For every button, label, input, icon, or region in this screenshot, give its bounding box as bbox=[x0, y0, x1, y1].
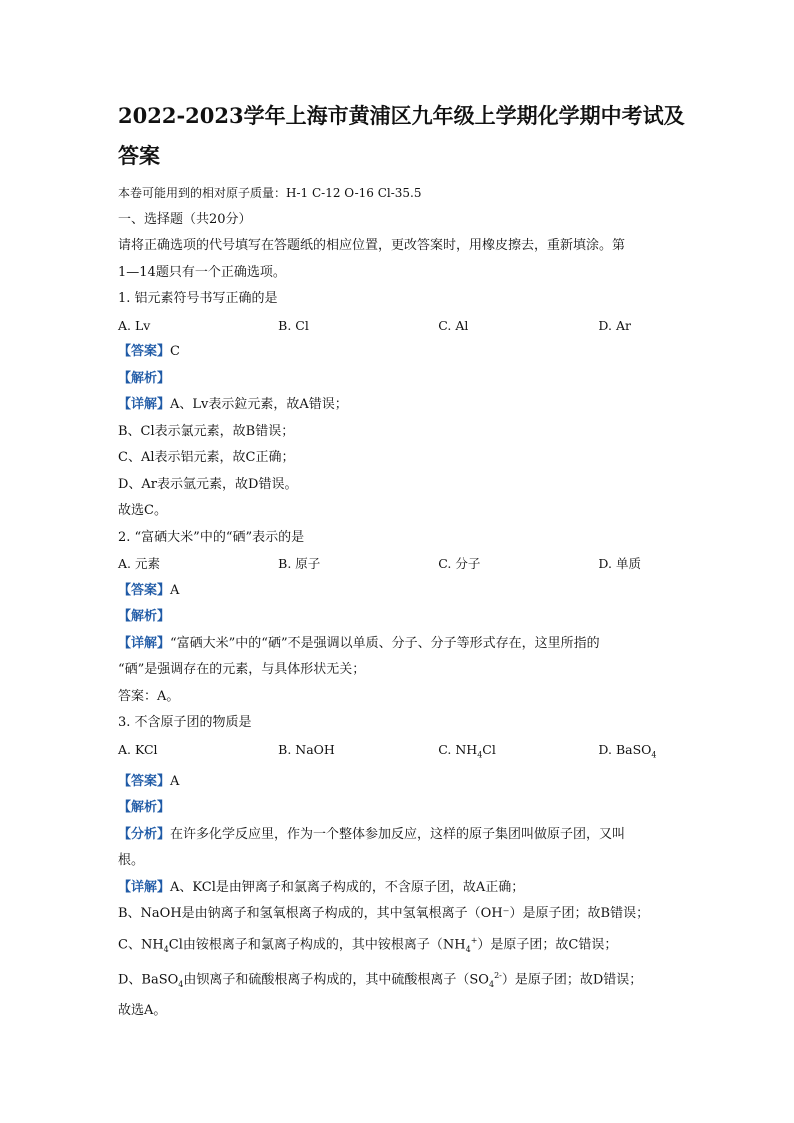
section-heading: 一、选择题（共20分） bbox=[118, 211, 252, 227]
text-segment: ）是原子团；故C错误； bbox=[477, 936, 618, 952]
question-2-answer bbox=[118, 578, 678, 605]
question-3-options bbox=[118, 737, 678, 769]
option-b: B. NaOH bbox=[278, 741, 335, 757]
option-d bbox=[598, 737, 678, 769]
option-d: D. 单质 bbox=[598, 556, 641, 571]
detail-text: A、KCl是由钾离子和氯离子构成的，不含原子团，故A正确； bbox=[170, 879, 525, 895]
subscript: 4 bbox=[488, 979, 495, 989]
instruction-text: 请将正确选项的代号填写在答题纸的相应位置，更改答案时，用橡皮擦去，重新填涂。第 bbox=[118, 238, 626, 253]
answer-value: A bbox=[170, 582, 180, 598]
text-segment: ）是原子团；故D错误； bbox=[501, 972, 643, 988]
exam-document bbox=[118, 96, 685, 1025]
subscript: 4 bbox=[465, 944, 471, 954]
fenxi-text: 在许多化学反应里，作为一个整体参加反应，这样的原子集团叫做原子团，又叫 bbox=[170, 826, 626, 842]
instruction-text-continued: 1—14题只有一个正确选项。 bbox=[118, 264, 286, 280]
superscript: + bbox=[470, 935, 478, 945]
detail-label: 【详解】 bbox=[118, 397, 171, 412]
analysis-label: 【解析】 bbox=[118, 609, 171, 624]
text-segment: C、NH bbox=[118, 936, 164, 952]
detail-label: 【详解】 bbox=[118, 879, 171, 895]
analysis-label: 【解析】 bbox=[118, 370, 171, 386]
subscript: 4 bbox=[477, 750, 483, 759]
option-c-text: C. NH bbox=[438, 741, 478, 757]
question-3-conclusion: 故选A。 bbox=[118, 1003, 167, 1019]
analysis-label: 【解析】 bbox=[118, 800, 171, 815]
text-segment: 由钡离子和硫酸根离子构成的，其中硫酸根离子（SO bbox=[183, 972, 489, 988]
question-2-options bbox=[118, 551, 678, 578]
question-1-answer bbox=[118, 339, 678, 366]
option-c: C. Al bbox=[438, 317, 469, 333]
question-3-fenxi bbox=[118, 822, 678, 849]
detail-label: 【详解】 bbox=[118, 635, 171, 651]
option-a: A. Lv bbox=[118, 317, 151, 333]
answer-label: 【答案】 bbox=[118, 344, 171, 359]
subscript: 4 bbox=[651, 750, 657, 759]
question-2-conclusion: 答案：A。 bbox=[118, 688, 180, 704]
question-1-options bbox=[118, 313, 678, 340]
question-1-detail-c: C、Al表示铝元素，故C正确； bbox=[118, 450, 295, 465]
question-3-fenxi-continued: 根。 bbox=[118, 853, 145, 868]
question-2-detail-continued: “硒”是强调存在的元素，与具体形状无关； bbox=[118, 662, 366, 677]
question-1-analysis-label bbox=[118, 366, 678, 393]
question-1-detail-d: D、Ar表示氩元素，故D错误。 bbox=[118, 476, 298, 492]
answer-label: 【答案】 bbox=[118, 773, 171, 789]
option-d: D. Ar bbox=[598, 317, 631, 333]
subscript: 4 bbox=[163, 944, 169, 954]
option-d-text: D. BaSO bbox=[598, 741, 652, 757]
option-a: A. 元素 bbox=[118, 556, 160, 571]
option-a: A. KCl bbox=[118, 741, 158, 757]
text-segment: Cl由铵根离子和氯离子构成的，其中铵根离子（NH bbox=[168, 936, 466, 952]
question-1-conclusion: 故选C。 bbox=[118, 503, 167, 518]
answer-value: A bbox=[170, 773, 180, 789]
question-3-stem: 3. 不含原子团的物质是 bbox=[118, 715, 252, 730]
fenxi-label: 【分析】 bbox=[118, 826, 171, 842]
question-2-detail bbox=[118, 631, 678, 658]
question-1-stem: 1. 铝元素符号书写正确的是 bbox=[118, 291, 278, 306]
option-c bbox=[438, 737, 598, 769]
option-c: C. 分子 bbox=[438, 556, 481, 571]
question-3-detail bbox=[118, 875, 678, 902]
answer-label: 【答案】 bbox=[118, 582, 171, 598]
question-1-detail bbox=[118, 392, 678, 419]
answer-value: C bbox=[170, 344, 180, 359]
text-segment: D、BaSO bbox=[118, 972, 179, 988]
option-c-text-end: Cl bbox=[482, 741, 496, 757]
subscript: 4 bbox=[178, 979, 184, 989]
option-b: B. 原子 bbox=[278, 556, 321, 571]
atomic-mass-note: 本卷可能用到的相对原子质量：H-1 C-12 O-16 Cl-35.5 bbox=[118, 186, 422, 200]
document-title: 2022-2023学年上海市黄浦区九年级上学期化学期中考试及 bbox=[118, 103, 685, 128]
question-3-detail-b: B、NaOH是由钠离子和氢氧根离子构成的，其中氢氧根离子（OH⁻）是原子团；故B错误； bbox=[118, 906, 650, 921]
question-3-detail-d bbox=[118, 963, 678, 998]
document-title-continued: 答案 bbox=[118, 143, 160, 168]
question-2-stem: 2. “富硒大米”中的“硒”表示的是 bbox=[118, 529, 305, 545]
detail-text: “富硒大米”中的“硒”不是强调以单质、分子、分子等形式存在，这里所指的 bbox=[170, 635, 600, 651]
option-b: B. Cl bbox=[278, 317, 309, 333]
superscript: 2- bbox=[494, 970, 502, 980]
question-2-analysis-label bbox=[118, 604, 678, 631]
question-3-detail-c bbox=[118, 928, 678, 963]
question-1-detail-b: B、Cl表示氯元素，故B错误； bbox=[118, 423, 295, 439]
detail-text: A、Lv表示鉝元素，故A错误； bbox=[170, 397, 348, 412]
question-3-answer bbox=[118, 769, 678, 796]
question-3-analysis-label bbox=[118, 795, 678, 822]
